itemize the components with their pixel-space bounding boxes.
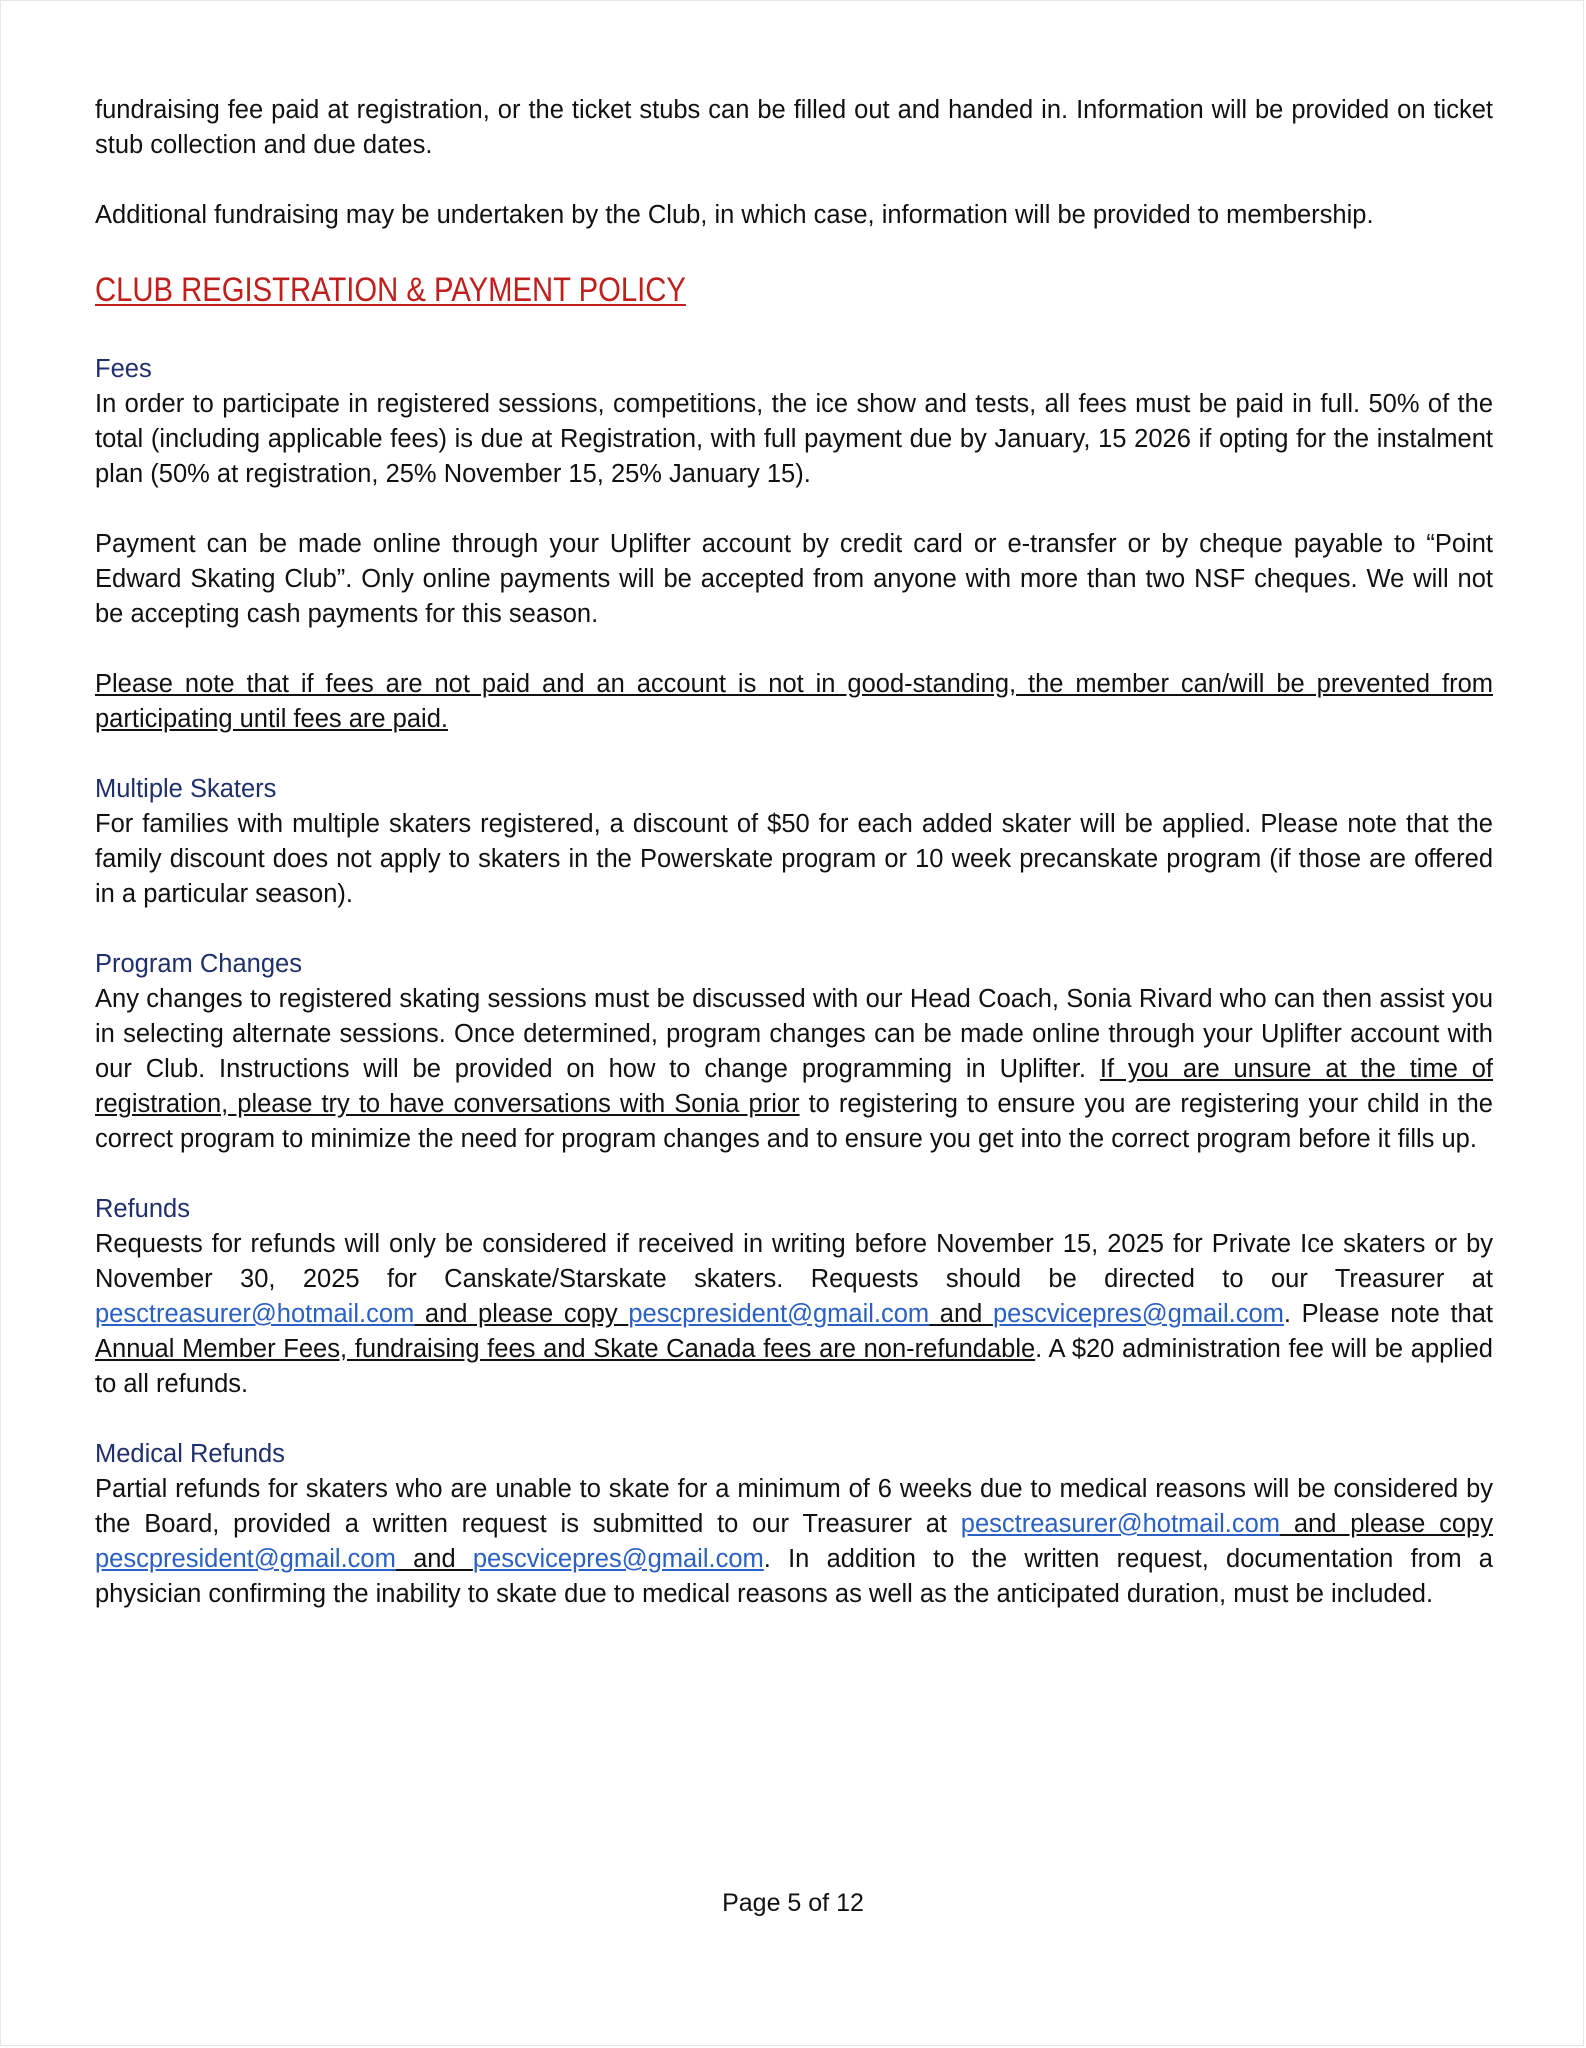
medical-refunds-paragraph bbox=[95, 1472, 1493, 1612]
refunds-non-refundable-text: Annual Member Fees, fundraising fees and Skate Canada fees are non-refundable bbox=[95, 1335, 1036, 1363]
refunds-paragraph bbox=[95, 1227, 1493, 1402]
refunds-text-c: and bbox=[929, 1300, 993, 1328]
refunds-heading: Refunds bbox=[95, 1195, 190, 1223]
medical-text-u1: and please copy bbox=[1280, 1510, 1493, 1538]
medical-text-u2: and bbox=[395, 1545, 473, 1573]
vicepres-email-link[interactable]: pescvicepres@gmail.com bbox=[992, 1300, 1284, 1328]
treasurer-email-link[interactable]: pesctreasurer@hotmail.com bbox=[95, 1300, 415, 1328]
refunds-text-d: . Please note that bbox=[1283, 1300, 1493, 1328]
medical-treasurer-email-link[interactable]: pesctreasurer@hotmail.com bbox=[960, 1510, 1281, 1538]
refunds-text-a: Requests for refunds will only be considered if received in writing before November 15, 2025 for Private Ice skaters or by November 30, 2025 for Canskate/Starskate skaters. Requests should be directed to our Treasurer at bbox=[95, 1230, 1493, 1293]
program-changes-text-b: to registering to ensure you are registering your child in the correct program to minimize the need for program changes and to ensure you get into the correct program before it fills up. bbox=[95, 1090, 1493, 1153]
medical-president-email-link[interactable]: pescpresident@gmail.com bbox=[95, 1545, 396, 1573]
fees-heading: Fees bbox=[95, 355, 152, 383]
intro-paragraph-2: Additional fundraising may be undertaken by the Club, in which case, information will be provided to membership. bbox=[95, 201, 1374, 229]
medical-text-a: Partial refunds for skaters who are unable to skate for a minimum of 6 weeks due to medical reasons will be considered by the Board, provided a written request is submitted to our Treasurer at bbox=[95, 1475, 1493, 1538]
program-changes-heading: Program Changes bbox=[95, 950, 302, 978]
president-email-link[interactable]: pescpresident@gmail.com bbox=[628, 1300, 930, 1328]
page-content bbox=[95, 93, 1493, 1612]
program-changes-paragraph bbox=[95, 982, 1493, 1157]
fees-notice: Please note that if fees are not paid and an account is not in good-standing, the member can/will be prevented from participating until fees are paid. bbox=[95, 670, 1493, 733]
medical-refunds-heading: Medical Refunds bbox=[95, 1440, 285, 1468]
medical-vicepres-email-link[interactable]: pescvicepres@gmail.com bbox=[472, 1545, 764, 1573]
program-changes-underlined-text: If you are unsure at the time of registration, please try to have conversations with Sonia prior bbox=[95, 1055, 1493, 1118]
multiple-skaters-heading: Multiple Skaters bbox=[95, 775, 277, 803]
fees-paragraph-2: Payment can be made online through your Uplifter account by credit card or e-transfer or by cheque payable to “Point Edward Skating Club”. Only online payments will be accepted from anyone with more than two NSF cheques. We will not be accepting cash payments for this season. bbox=[95, 530, 1493, 628]
intro-paragraph-1: fundraising fee paid at registration, or the ticket stubs can be filled out and handed in. Information will be provided on ticket stub collection and due dates. bbox=[95, 96, 1493, 159]
refunds-text-b: and please copy bbox=[414, 1300, 629, 1328]
medical-text-b: . In addition to the written request, documentation from a physician confirming the inability to skate due to medical reasons as well as the anticipated duration, must be included. bbox=[95, 1545, 1493, 1608]
fees-paragraph-1: In order to participate in registered sessions, competitions, the ice show and tests, all fees must be paid in full. 50% of the total (including applicable fees) is due at Registration, with full payment due by January, 15 2026 if opting for the instalment plan (50% at registration, 25% November 15, 25% January 15). bbox=[95, 390, 1493, 488]
program-changes-text-a: Any changes to registered skating sessions must be discussed with our Head Coach, Sonia Rivard who can then assist you in selecting alternate sessions. Once determined, program changes can be made online through your Uplifter account with our Club. Instructions will be provided on how to change programming in Uplifter. bbox=[95, 985, 1493, 1083]
multiple-skaters-paragraph: For families with multiple skaters registered, a discount of $50 for each added skater will be applied. Please note that the family discount does not apply to skaters in the Powerskate program or 10 week precanskate program (if those are offered in a particular season). bbox=[95, 810, 1493, 908]
page-number: Page 5 of 12 bbox=[722, 1889, 864, 1917]
section-title: CLUB REGISTRATION & PAYMENT POLICY bbox=[95, 271, 686, 309]
refunds-text-e: . A $20 administration fee will be applied to all refunds. bbox=[95, 1335, 1493, 1398]
